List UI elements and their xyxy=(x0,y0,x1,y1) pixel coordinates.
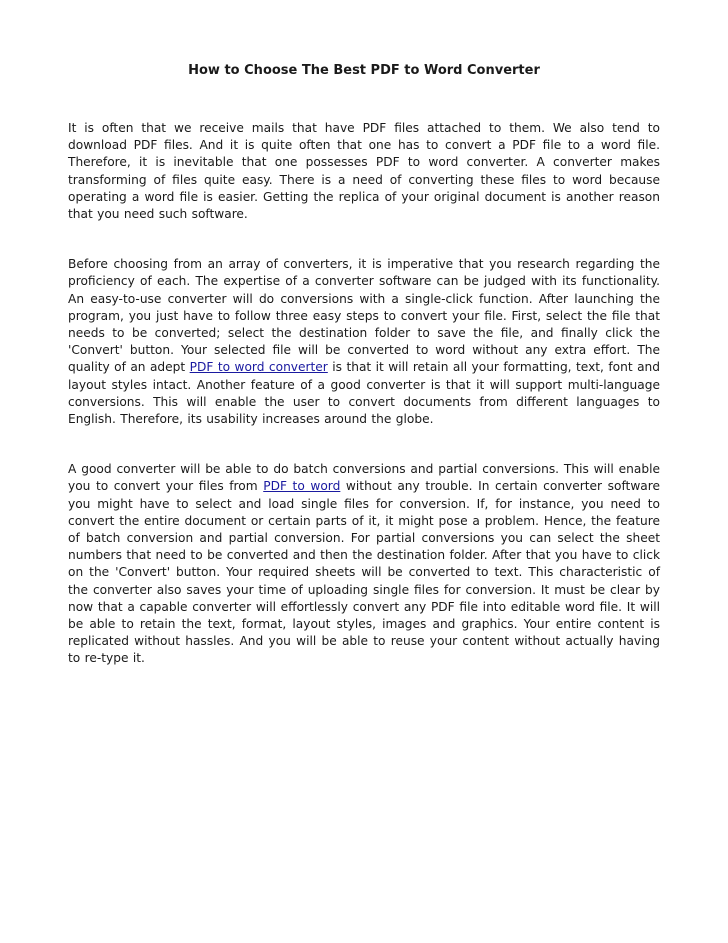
paragraph-2-text-before: Before choosing from an array of converters, it is imperative that you research regarding the proficiency of each. The expertise of a converter software can be judged with its functionality. An easy-to-use converter will do conversions with a single-click function. After launching the program, you just have to follow three easy steps to convert your file. First, select the file that needs to be converted; select the destination folder to save the file, and finally click the 'Convert' button. Your selected file will be converted to word without any extra effort. The quality of an adept xyxy=(68,257,660,375)
paragraph-3-text-before: A good converter will be able to do batch conversions and partial conversions. This will enable you to convert your files from xyxy=(68,462,660,494)
paragraph-1: It is often that we receive mails that have PDF files attached to them. We also tend to download PDF files. And it is quite often that one has to convert a PDF file to a word file. Therefore, it is inevitable that one possesses PDF to word converter. A converter makes transforming of files quite easy. There is a need of converting these files to word because operating a word file is easier. Getting the replica of your original document is another reason that you need such software. xyxy=(68,121,660,222)
paragraph-2 xyxy=(68,256,660,428)
pdf-to-word-link[interactable]: PDF to word xyxy=(263,479,341,494)
pdf-to-word-converter-link[interactable]: PDF to word converter xyxy=(189,360,328,375)
document-page xyxy=(68,62,660,701)
paragraph-3-text-after: without any trouble. In certain converter software you might have to select and load single files for conversion. If, for instance, you need to convert the entire document or certain parts of it, it might pose a problem. Hence, the feature of batch conversion and partial conversion. For partial conversions you can select the sheet numbers that need to be converted and then the destination folder. After that you have to click on the 'Convert' button. Your required sheets will be converted to text. This characteristic of the converter also saves your time of uploading single files for conversion. It must be clear by now that a capable converter will effortlessly convert any PDF file into editable word file. It will be able to retain the text, format, layout styles, images and graphics. Your entire content is replicated without hassles. And you will be able to reuse your content without actually having to re-type it. xyxy=(68,479,660,666)
paragraph-3 xyxy=(68,461,660,667)
document-title: How to Choose The Best PDF to Word Converter xyxy=(188,63,540,78)
paragraph-2-text-after: is that it will retain all your formatting, text, font and layout styles intact. Another feature of a good converter is that it will support multi-language conversions. This will enable the user to convert documents from different languages to English. Therefore, its usability increases around the globe. xyxy=(68,360,660,427)
